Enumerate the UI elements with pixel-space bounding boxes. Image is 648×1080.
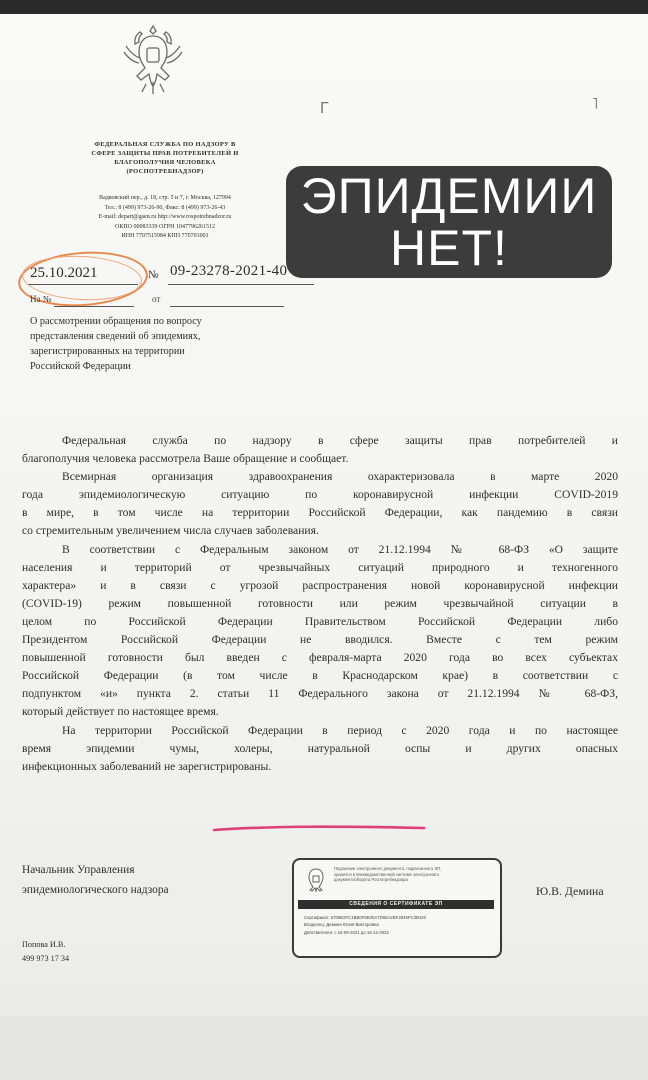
contact-line: Тел.: 8 (499) 973-26-90, Факс: 8 (499) 973-26-43: [104, 204, 226, 211]
subject-line: зарегистрированных на территории: [30, 346, 185, 357]
overlay-line-1: ЭПИДЕМИИ: [300, 168, 598, 224]
body-line: населения и территорий от чрезвычайных ситуаций природного и техногенного: [22, 560, 618, 574]
body-line: Российской Федерации (в том числе в Краснодарском крае) в соответствии с: [22, 669, 618, 683]
body-line: На территории Российской Федерации в период с 2020 года и по настоящее: [62, 723, 618, 737]
number-underline: [168, 284, 314, 285]
body-line: характера» и в связи с угрозой распространения новой коронавирусной инфекции: [22, 578, 618, 592]
letter-subject: [30, 314, 320, 374]
letter-page: [0, 14, 648, 1016]
signatory-name: Ю.В. Демина: [536, 884, 604, 898]
body-line: года эпидемиологическую ситуацию по коронавирусной инфекции COVID-2019: [22, 488, 618, 502]
subject-line: представления сведений об эпидемиях,: [30, 331, 201, 342]
signatory-title: [22, 860, 169, 900]
contact-line: Вадковский пер., д. 18, стр. 5 и 7, г. Москва, 127994: [99, 195, 231, 201]
subject-line: О рассмотрении обращения по вопросу: [30, 316, 202, 327]
body-line: со стремительным увеличением числа случаев заболевания.: [22, 524, 319, 538]
signatory-title-line: Начальник Управления: [22, 864, 135, 876]
body-line: повышенной готовности был введен с февраля-марта 2020 года во всех субъектах: [22, 651, 618, 665]
document-number: 09-23278-2021-40: [170, 263, 288, 279]
document-number-prefix: №: [148, 269, 159, 281]
cert-row: Сертификат: 5706B2FC1BB0F5B30A7D66A2BF2946FC3B420: [304, 915, 427, 920]
cert-details: [304, 914, 494, 936]
reference-number-label: На №: [30, 294, 52, 304]
body-line: который действует по настоящее время.: [22, 705, 219, 719]
agency-line: СФЕРЕ ЗАЩИТЫ ПРАВ ПОТРЕБИТЕЛЕЙ И: [91, 150, 239, 157]
agency-line: ФЕДЕРАЛЬНАЯ СЛУЖБА ПО НАДЗОРУ В: [94, 141, 236, 148]
reference-number-underline: [54, 306, 134, 307]
bottom-bar: [0, 1016, 648, 1080]
top-bar: [0, 0, 648, 14]
letter-body: [22, 432, 618, 776]
executor-phone: 499 973 17 34: [22, 954, 70, 963]
cert-row: Действителен: с 16-09-2021 до 16-12-2022: [304, 929, 389, 935]
executor-name: Попова И.В.: [22, 940, 66, 949]
cert-header-line: Подлинник электронного документа, подписанного ЭП,: [334, 866, 442, 871]
body-line: инфекционных заболеваний не зарегистрированы.: [22, 759, 272, 773]
corner-mark-left: Г: [320, 100, 329, 117]
body-line: благополучия человека рассмотрела Ваше обращение и сообщает.: [22, 452, 349, 466]
body-line: Федеральная служба по надзору в сфере защиты прав потребителей и: [62, 434, 618, 447]
e-signature-certificate-stamp: [292, 858, 502, 958]
cert-emblem-icon: [304, 866, 328, 894]
subject-line: Российской Федерации: [30, 361, 131, 372]
overlay-badge: [286, 166, 612, 278]
cert-title-band: СВЕДЕНИЯ О СЕРТИФИКАТЕ ЭП: [298, 900, 494, 909]
highlight-underline: [212, 823, 426, 835]
body-line: Президентом Российской Федерации не вводился. Вместе с тем режим: [22, 633, 618, 647]
body-line: в мире, в том числе на территории Российской Федерации, как пандемию в связи: [22, 506, 618, 520]
corner-mark-right: ˥: [592, 96, 599, 113]
body-line: (COVID-19) режим повышенной готовности или режим чрезвычайной ситуации в: [22, 596, 618, 610]
contact-line: ОКПО 00083339 ОГРН 1047796261512: [115, 223, 215, 230]
body-line: Всемирная организация здравоохранения охарактеризовала в марте 2020: [62, 470, 618, 484]
reference-date-label: от: [152, 294, 161, 304]
reference-date-underline: [170, 306, 284, 307]
body-line: В соответствии с Федеральным законом от 21.12.1994 № 68-ФЗ «О защите: [62, 542, 618, 556]
cert-header-line: документооборота Роспотребнадзора: [334, 877, 408, 883]
coat-of-arms-emblem: [118, 22, 188, 98]
agency-line: (РОСПОТРЕБНАДЗОР): [126, 168, 204, 175]
cert-row: Владелец: Демина Юлия Викторовна: [304, 922, 379, 928]
agency-line: БЛАГОПОЛУЧИЯ ЧЕЛОВЕКА: [114, 159, 216, 166]
signatory-title-line: эпидемиологического надзора: [22, 884, 169, 896]
executor-info: [22, 938, 69, 966]
contact-line: ИНН 7707515984 КПП 770701001: [121, 233, 209, 239]
contact-line: E-mail: depart@gsen.ru http://www.rospotrebnadzor.ru: [98, 214, 232, 220]
overlay-line-2: НЕТ!: [390, 220, 508, 276]
body-line: целом по Российской Федерации Правительством Российской Федерации либо: [22, 614, 618, 628]
agency-contacts: [30, 194, 300, 242]
agency-name: [30, 140, 300, 176]
body-line: время эпидемии чумы, холеры, натуральной оспы и других опасных: [22, 741, 618, 755]
cert-header-line: хранится в Межведомственной системе электронного: [334, 871, 439, 877]
document-date: 25.10.2021: [30, 265, 98, 281]
body-line: подпунктом «и» пункта 2. статьи 11 Федерального закона от 21.12.1994 № 68-ФЗ,: [22, 687, 618, 701]
cert-header: [334, 866, 492, 883]
